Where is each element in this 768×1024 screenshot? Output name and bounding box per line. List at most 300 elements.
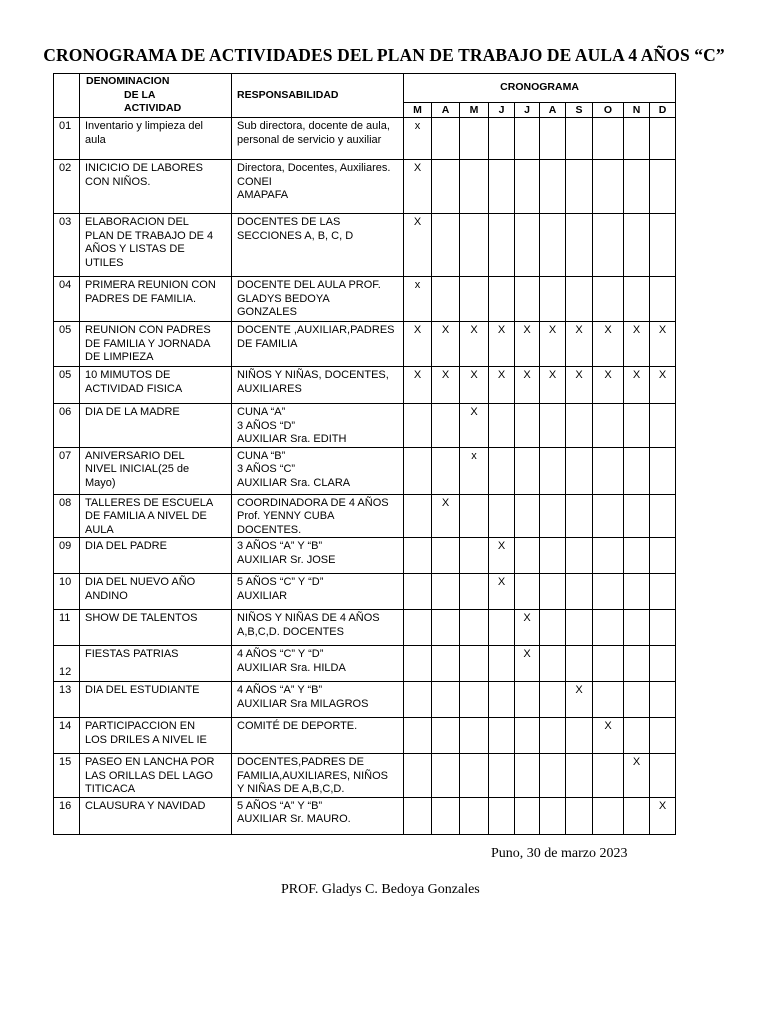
month-mark: x <box>460 447 489 494</box>
month-mark <box>489 682 515 718</box>
header-denominacion <box>80 74 232 118</box>
responsibility-line: AUXILIAR Sr. MAURO. <box>237 813 351 825</box>
activity-line: LAS ORILLAS DEL LAGO <box>85 769 213 782</box>
month-mark <box>650 682 676 718</box>
month-mark <box>515 277 540 322</box>
activity-line: ANIVERSARIO DEL <box>85 449 185 462</box>
month-mark <box>432 574 460 610</box>
month-mark <box>404 538 432 574</box>
responsibility-line: AUXILIAR Sra MILAGROS <box>237 697 369 710</box>
month-mark <box>460 118 489 160</box>
month-mark: X <box>566 367 593 404</box>
month-mark: X <box>460 404 489 448</box>
header-month: J <box>489 103 515 118</box>
header-month: O <box>593 103 624 118</box>
table-row <box>54 538 676 574</box>
activity-line: AULA <box>85 523 114 536</box>
month-mark <box>432 754 460 798</box>
responsibility-cell <box>232 367 404 404</box>
month-mark <box>624 277 650 322</box>
month-mark <box>432 214 460 277</box>
month-mark <box>540 447 566 494</box>
month-mark <box>460 214 489 277</box>
responsibility-line: COORDINADORA DE 4 AÑOS <box>237 496 389 509</box>
month-mark: X <box>540 367 566 404</box>
month-mark <box>540 494 566 538</box>
activity-line: LOS DRILES A NIVEL IE <box>85 733 207 746</box>
responsibility-cell <box>232 494 404 538</box>
responsibility-line: DOCENTES DE LAS <box>237 216 341 228</box>
month-mark <box>650 160 676 214</box>
row-number: 06 <box>54 404 80 448</box>
month-mark <box>624 797 650 834</box>
responsibility-line: DOCENTES. <box>237 523 302 536</box>
responsibility-line: 5 AÑOS “C” Y “D” <box>237 576 324 588</box>
activity-line: DIA DEL NUEVO AÑO <box>85 576 196 588</box>
month-mark: X <box>593 718 624 754</box>
header-denominacion-line: ACTIVIDAD <box>124 102 182 114</box>
table-row <box>54 718 676 754</box>
month-mark <box>593 574 624 610</box>
activity-cell <box>80 797 232 834</box>
month-mark <box>540 682 566 718</box>
month-mark <box>593 538 624 574</box>
activity-cell <box>80 160 232 214</box>
row-number: 05 <box>54 367 80 404</box>
month-mark <box>624 160 650 214</box>
month-mark <box>566 214 593 277</box>
row-number: 01 <box>54 118 80 160</box>
table-row <box>54 367 676 404</box>
month-mark <box>489 118 515 160</box>
month-mark: X <box>460 322 489 367</box>
activity-cell <box>80 610 232 646</box>
row-number: 09 <box>54 538 80 574</box>
month-mark <box>624 610 650 646</box>
month-mark <box>489 404 515 448</box>
responsibility-cell <box>232 277 404 322</box>
row-number: 10 <box>54 574 80 610</box>
activity-cell <box>80 367 232 404</box>
month-mark <box>540 214 566 277</box>
row-number: 07 <box>54 447 80 494</box>
responsibility-line: Directora, Docentes, Auxiliares. <box>237 162 391 174</box>
table-row <box>54 494 676 538</box>
month-mark <box>566 538 593 574</box>
month-mark <box>460 682 489 718</box>
page-title: CRONOGRAMA DE ACTIVIDADES DEL PLAN DE TRABAJO DE AULA 4 AÑOS “C” <box>43 45 725 65</box>
responsibility-line: CONEI <box>237 175 272 188</box>
month-mark <box>624 118 650 160</box>
month-mark <box>593 610 624 646</box>
month-mark <box>566 118 593 160</box>
table-row <box>54 646 676 682</box>
row-number: 13 <box>54 682 80 718</box>
month-mark: X <box>489 538 515 574</box>
month-mark <box>489 160 515 214</box>
month-mark <box>650 646 676 682</box>
table-row <box>54 277 676 322</box>
month-mark <box>624 494 650 538</box>
month-mark <box>624 404 650 448</box>
signature: PROF. Gladys C. Bedoya Gonzales <box>281 882 480 897</box>
table-row <box>54 754 676 798</box>
responsibility-cell <box>232 718 404 754</box>
month-mark <box>489 277 515 322</box>
month-mark <box>432 277 460 322</box>
month-mark: X <box>489 574 515 610</box>
activity-cell <box>80 118 232 160</box>
activity-line: PRIMERA REUNION CON <box>85 279 216 291</box>
responsibility-line: 3 AÑOS “D” <box>237 419 296 432</box>
month-mark: X <box>404 322 432 367</box>
responsibility-line: DOCENTE ,AUXILIAR,PADRES <box>237 324 395 336</box>
responsibility-cell <box>232 214 404 277</box>
row-number: 03 <box>54 214 80 277</box>
responsibility-line: personal de servicio y auxiliar <box>237 133 382 146</box>
month-mark <box>566 447 593 494</box>
responsibility-line: A,B,C,D. DOCENTES <box>237 625 344 638</box>
responsibility-cell <box>232 404 404 448</box>
month-mark <box>540 404 566 448</box>
month-mark: X <box>624 754 650 798</box>
month-mark <box>540 718 566 754</box>
month-mark <box>650 118 676 160</box>
responsibility-cell <box>232 160 404 214</box>
responsibility-line: Prof. YENNY CUBA <box>237 510 335 522</box>
responsibility-line: NIÑOS Y NIÑAS, DOCENTES, <box>237 369 389 381</box>
month-mark <box>593 277 624 322</box>
table-row <box>54 118 676 160</box>
table-row <box>54 322 676 367</box>
month-mark <box>593 797 624 834</box>
row-number: 12 <box>54 646 80 682</box>
month-mark <box>650 494 676 538</box>
month-mark <box>515 214 540 277</box>
row-number: 11 <box>54 610 80 646</box>
month-mark <box>566 160 593 214</box>
month-mark: X <box>404 367 432 404</box>
header-cronograma: CRONOGRAMA <box>404 74 676 103</box>
responsibility-cell <box>232 447 404 494</box>
month-mark <box>593 646 624 682</box>
month-mark <box>515 797 540 834</box>
responsibility-cell <box>232 538 404 574</box>
month-mark: X <box>515 322 540 367</box>
row-number: 14 <box>54 718 80 754</box>
header-month: A <box>432 103 460 118</box>
table-row <box>54 447 676 494</box>
activity-line: DE FAMILIA Y JORNADA <box>85 337 211 350</box>
month-mark <box>624 682 650 718</box>
schedule-table <box>53 73 676 835</box>
activity-line: PADRES DE FAMILIA. <box>85 292 197 305</box>
month-mark <box>489 214 515 277</box>
responsibility-line: 5 AÑOS “A” Y “B” <box>237 799 323 812</box>
responsibility-cell <box>232 610 404 646</box>
month-mark <box>404 447 432 494</box>
month-mark <box>515 494 540 538</box>
month-mark <box>432 646 460 682</box>
responsibility-line: 3 AÑOS “C” <box>237 463 296 475</box>
month-mark <box>404 646 432 682</box>
month-mark <box>515 447 540 494</box>
month-mark <box>593 118 624 160</box>
month-mark <box>460 646 489 682</box>
responsibility-line: 4 AÑOS “A” Y “B” <box>237 684 323 696</box>
month-mark: x <box>404 118 432 160</box>
month-mark: X <box>432 367 460 404</box>
month-mark <box>460 574 489 610</box>
month-mark <box>566 574 593 610</box>
responsibility-line: GLADYS BEDOYA <box>237 292 330 305</box>
responsibility-cell <box>232 754 404 798</box>
activity-line: PASEO EN LANCHA POR <box>85 756 215 768</box>
month-mark: X <box>404 160 432 214</box>
row-number: 05 <box>54 322 80 367</box>
month-mark <box>404 797 432 834</box>
row-number: 16 <box>54 797 80 834</box>
activity-cell <box>80 277 232 322</box>
month-mark <box>650 277 676 322</box>
month-mark <box>540 610 566 646</box>
month-mark <box>540 797 566 834</box>
month-mark <box>460 797 489 834</box>
month-mark <box>404 574 432 610</box>
month-mark <box>460 538 489 574</box>
month-mark <box>566 494 593 538</box>
activity-line: DIA DEL ESTUDIANTE <box>85 684 200 696</box>
month-mark <box>432 610 460 646</box>
responsibility-line: DOCENTES,PADRES DE <box>237 756 364 768</box>
month-mark: X <box>593 367 624 404</box>
responsibility-line: COMITÉ DE DEPORTE. <box>237 720 358 732</box>
row-number: 08 <box>54 494 80 538</box>
responsibility-line: AUXILIAR <box>237 589 288 602</box>
month-mark <box>404 718 432 754</box>
month-mark: X <box>515 646 540 682</box>
month-mark <box>432 718 460 754</box>
responsibility-line: CUNA “A” <box>237 406 286 418</box>
month-mark: X <box>432 494 460 538</box>
responsibility-line: DE FAMILIA <box>237 337 298 350</box>
month-mark <box>432 682 460 718</box>
activity-line: SHOW DE TALENTOS <box>85 612 198 624</box>
month-mark: X <box>432 322 460 367</box>
month-mark <box>593 404 624 448</box>
month-mark: X <box>624 322 650 367</box>
responsibility-line: DOCENTE DEL AULA PROF. <box>237 279 381 291</box>
month-mark <box>593 160 624 214</box>
table-row <box>54 610 676 646</box>
responsibility-line: AUXILIAR Sra. EDITH <box>237 433 347 445</box>
month-mark: X <box>515 367 540 404</box>
activity-line: DE FAMILIA A NIVEL DE <box>85 510 207 522</box>
month-mark <box>540 754 566 798</box>
activity-cell <box>80 447 232 494</box>
month-mark <box>489 494 515 538</box>
table-row <box>54 160 676 214</box>
responsibility-line: AUXILIAR Sra. CLARA <box>237 476 351 489</box>
responsibility-cell <box>232 646 404 682</box>
month-mark <box>566 797 593 834</box>
month-mark <box>515 754 540 798</box>
month-mark <box>515 118 540 160</box>
month-mark <box>566 718 593 754</box>
responsibility-line: Sub directora, docente de aula, <box>237 120 390 132</box>
activity-line: CLAUSURA Y NAVIDAD <box>85 799 206 812</box>
header-denominacion-line: DE LA <box>124 88 156 101</box>
month-mark: x <box>404 277 432 322</box>
month-mark: X <box>540 322 566 367</box>
month-mark: X <box>566 682 593 718</box>
month-mark <box>566 404 593 448</box>
month-mark <box>432 538 460 574</box>
activity-cell <box>80 718 232 754</box>
activity-cell <box>80 494 232 538</box>
month-mark <box>624 646 650 682</box>
activity-line: TITICACA <box>85 783 136 795</box>
month-mark: X <box>515 610 540 646</box>
month-mark: X <box>489 322 515 367</box>
table-row <box>54 797 676 834</box>
month-mark <box>593 682 624 718</box>
responsibility-line: AMAPAFA <box>237 189 289 201</box>
header-month: N <box>624 103 650 118</box>
activity-line: FIESTAS PATRIAS <box>85 648 179 660</box>
month-mark <box>432 118 460 160</box>
month-mark <box>515 538 540 574</box>
month-mark <box>515 574 540 610</box>
activity-line: PARTICIPACCION EN <box>85 720 196 732</box>
responsibility-line: CUNA “B” <box>237 449 286 462</box>
month-mark <box>432 797 460 834</box>
month-mark: X <box>489 367 515 404</box>
month-mark: X <box>650 367 676 404</box>
activity-line: Inventario y limpieza del <box>85 120 204 132</box>
header-denominacion-line: DENOMINACION <box>86 75 170 87</box>
month-mark <box>624 538 650 574</box>
month-mark <box>460 494 489 538</box>
month-mark <box>515 682 540 718</box>
row-number: 15 <box>54 754 80 798</box>
month-mark: X <box>650 322 676 367</box>
responsibility-line: NIÑOS Y NIÑAS DE 4 AÑOS <box>237 612 380 624</box>
month-mark <box>540 160 566 214</box>
activity-line: REUNION CON PADRES <box>85 324 211 336</box>
month-mark <box>404 754 432 798</box>
activity-line: AÑOS Y LISTAS DE <box>85 243 185 255</box>
activity-line: DE LIMPIEZA <box>85 351 154 363</box>
row-number: 02 <box>54 160 80 214</box>
month-mark <box>489 646 515 682</box>
activity-line: PLAN DE TRABAJO DE 4 <box>85 229 214 242</box>
responsibility-line: AUXILIAR Sr. JOSE <box>237 553 336 566</box>
month-mark <box>540 538 566 574</box>
month-mark <box>404 682 432 718</box>
month-mark <box>489 610 515 646</box>
activity-line: NIVEL INICIAL(25 de <box>85 463 190 475</box>
month-mark: X <box>460 367 489 404</box>
responsibility-line: Y NIÑAS DE A,B,C,D. <box>237 783 345 795</box>
month-mark: X <box>650 797 676 834</box>
header-month: M <box>404 103 432 118</box>
month-mark: X <box>404 214 432 277</box>
month-mark: X <box>566 322 593 367</box>
month-mark <box>650 610 676 646</box>
month-mark <box>650 447 676 494</box>
responsibility-cell <box>232 574 404 610</box>
responsibility-line: AUXILIAR Sra. HILDA <box>237 661 346 674</box>
activity-cell <box>80 322 232 367</box>
activity-line: ANDINO <box>85 589 128 602</box>
header-number <box>54 74 80 118</box>
month-mark <box>593 447 624 494</box>
responsibility-line: AUXILIARES <box>237 382 302 395</box>
month-mark <box>489 447 515 494</box>
table-row <box>54 574 676 610</box>
row-number: 04 <box>54 277 80 322</box>
month-mark <box>650 718 676 754</box>
activity-line: ACTIVIDAD FISICA <box>85 382 183 395</box>
table-row <box>54 682 676 718</box>
month-mark <box>540 118 566 160</box>
activity-line: INICICIO DE LABORES <box>85 162 203 174</box>
month-mark <box>404 494 432 538</box>
place-date: Puno, 30 de marzo 2023 <box>491 846 628 861</box>
activity-line: DIA DEL PADRE <box>85 540 167 552</box>
month-mark <box>624 718 650 754</box>
month-mark <box>540 646 566 682</box>
month-mark <box>566 277 593 322</box>
responsibility-line: 4 AÑOS “C” Y “D” <box>237 648 324 660</box>
month-mark <box>515 160 540 214</box>
month-mark <box>650 574 676 610</box>
activity-line: UTILES <box>85 256 124 269</box>
header-month: J <box>515 103 540 118</box>
header-month: D <box>650 103 676 118</box>
responsibility-cell <box>232 797 404 834</box>
activity-cell <box>80 646 232 682</box>
month-mark <box>650 404 676 448</box>
activity-cell <box>80 574 232 610</box>
month-mark: X <box>624 367 650 404</box>
month-mark <box>650 214 676 277</box>
month-mark <box>540 574 566 610</box>
month-mark <box>404 404 432 448</box>
activity-line: Mayo) <box>85 476 116 489</box>
activity-cell <box>80 754 232 798</box>
month-mark <box>460 277 489 322</box>
month-mark <box>489 754 515 798</box>
responsibility-cell <box>232 322 404 367</box>
activity-line: ELABORACION DEL <box>85 216 189 228</box>
activity-line: 10 MIMUTOS DE <box>85 369 171 381</box>
month-mark <box>650 538 676 574</box>
activity-cell <box>80 682 232 718</box>
month-mark <box>624 574 650 610</box>
month-mark <box>624 214 650 277</box>
activity-line: DIA DE LA MADRE <box>85 406 180 418</box>
activity-line: aula <box>85 133 106 146</box>
month-mark <box>515 404 540 448</box>
month-mark <box>566 754 593 798</box>
activity-line: TALLERES DE ESCUELA <box>85 496 214 509</box>
month-mark <box>489 718 515 754</box>
activity-cell <box>80 214 232 277</box>
month-mark <box>460 718 489 754</box>
activity-line: CON NIÑOS. <box>85 175 151 188</box>
